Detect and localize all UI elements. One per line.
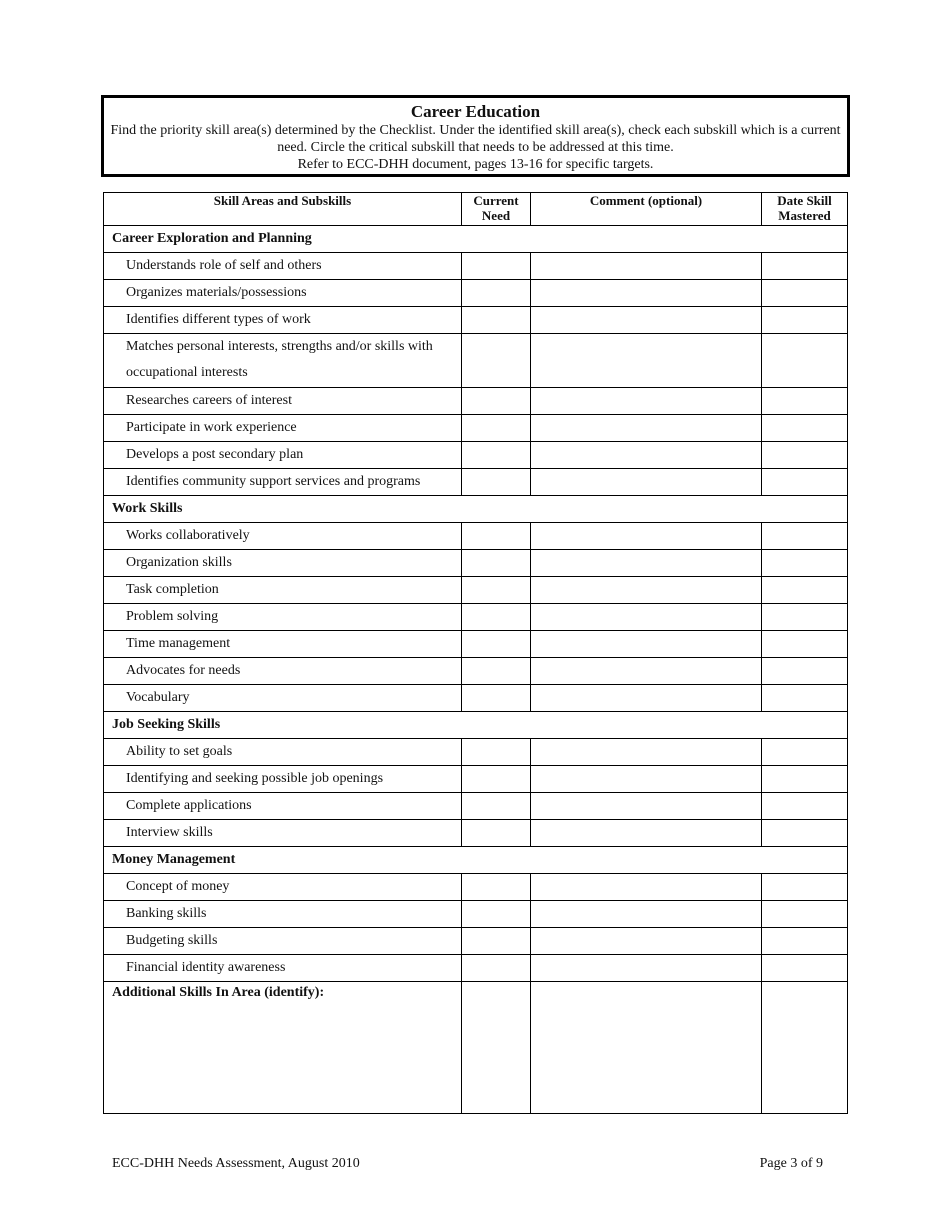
date-mastered-cell[interactable] [762, 523, 848, 550]
comment-cell[interactable] [531, 550, 762, 577]
date-mastered-cell[interactable] [762, 739, 848, 766]
date-mastered-cell[interactable] [762, 631, 848, 658]
current-need-cell[interactable] [462, 793, 531, 820]
current-need-cell[interactable] [462, 874, 531, 901]
subskill-label: Budgeting skills [104, 928, 462, 955]
column-header-date: Date Skill Mastered [762, 193, 848, 226]
subskill-label: Ability to set goals [104, 739, 462, 766]
table-row [104, 253, 848, 280]
date-mastered-cell[interactable] [762, 604, 848, 631]
current-need-cell[interactable] [462, 523, 531, 550]
date-mastered-cell[interactable] [762, 442, 848, 469]
date-mastered-cell[interactable] [762, 874, 848, 901]
comment-cell[interactable] [531, 280, 762, 307]
subskill-label: Researches careers of interest [104, 388, 462, 415]
table-row [104, 469, 848, 496]
table-row [104, 955, 848, 982]
skills-table [103, 192, 848, 1114]
comment-cell[interactable] [531, 901, 762, 928]
subskill-label: Task completion [104, 577, 462, 604]
subskill-label: Banking skills [104, 901, 462, 928]
current-need-cell[interactable] [462, 928, 531, 955]
column-header-comment: Comment (optional) [531, 193, 762, 226]
current-need-cell[interactable] [462, 280, 531, 307]
comment-cell[interactable] [531, 658, 762, 685]
date-mastered-cell[interactable] [762, 766, 848, 793]
instructions-box [101, 95, 850, 177]
subskill-label: Time management [104, 631, 462, 658]
comment-cell[interactable] [531, 928, 762, 955]
footer-page-number: Page 3 of 9 [759, 1156, 823, 1171]
comment-cell[interactable] [531, 955, 762, 982]
table-row [104, 577, 848, 604]
section-row [104, 226, 848, 253]
date-mastered-cell[interactable] [762, 928, 848, 955]
date-mastered-cell[interactable] [762, 820, 848, 847]
current-need-cell[interactable] [462, 577, 531, 604]
subskill-label: Complete applications [104, 793, 462, 820]
current-need-cell[interactable] [462, 739, 531, 766]
comment-cell[interactable] [531, 415, 762, 442]
current-need-cell[interactable] [462, 955, 531, 982]
date-mastered-cell[interactable] [762, 388, 848, 415]
date-mastered-cell[interactable] [762, 685, 848, 712]
comment-cell[interactable] [531, 334, 762, 388]
section-title: Work Skills [104, 496, 848, 523]
column-header-skill: Skill Areas and Subskills [104, 193, 462, 226]
date-mastered-cell[interactable] [762, 793, 848, 820]
current-need-cell[interactable] [462, 442, 531, 469]
current-need-cell[interactable] [462, 253, 531, 280]
subskill-label: Concept of money [104, 874, 462, 901]
date-mastered-cell[interactable] [762, 658, 848, 685]
date-mastered-cell[interactable] [762, 253, 848, 280]
current-need-cell[interactable] [462, 415, 531, 442]
date-mastered-cell[interactable] [762, 577, 848, 604]
comment-cell[interactable] [531, 982, 762, 1114]
section-row [104, 712, 848, 739]
comment-cell[interactable] [531, 766, 762, 793]
subskill-label: Advocates for needs [104, 658, 462, 685]
table-row [104, 604, 848, 631]
date-mastered-cell[interactable] [762, 280, 848, 307]
date-mastered-cell[interactable] [762, 307, 848, 334]
table-row [104, 658, 848, 685]
section-row [104, 496, 848, 523]
subskill-label: Identifying and seeking possible job openings [104, 766, 462, 793]
comment-cell[interactable] [531, 442, 762, 469]
subskill-label: Organization skills [104, 550, 462, 577]
current-need-cell[interactable] [462, 550, 531, 577]
subskill-label: Understands role of self and others [104, 253, 462, 280]
table-header-row [104, 193, 848, 226]
section-row [104, 847, 848, 874]
comment-cell[interactable] [531, 631, 762, 658]
section-title: Money Management [104, 847, 848, 874]
comment-cell[interactable] [531, 577, 762, 604]
table-row [104, 442, 848, 469]
table-row [104, 550, 848, 577]
comment-cell[interactable] [531, 388, 762, 415]
comment-cell[interactable] [531, 469, 762, 496]
comment-cell[interactable] [531, 604, 762, 631]
subskill-label: Works collaboratively [104, 523, 462, 550]
current-need-cell[interactable] [462, 631, 531, 658]
current-need-cell[interactable] [462, 334, 531, 388]
section-title: Job Seeking Skills [104, 712, 848, 739]
additional-skills-row [104, 982, 848, 1114]
table-row [104, 388, 848, 415]
page-title: Career Education [410, 102, 541, 121]
date-mastered-cell[interactable] [762, 550, 848, 577]
comment-cell[interactable] [531, 739, 762, 766]
table-row [104, 334, 848, 388]
subskill-label: Organizes materials/possessions [104, 280, 462, 307]
table-row [104, 280, 848, 307]
comment-cell[interactable] [531, 253, 762, 280]
subskill-label: Participate in work experience [104, 415, 462, 442]
table-row [104, 793, 848, 820]
current-need-cell[interactable] [462, 685, 531, 712]
subskill-label: Interview skills [104, 820, 462, 847]
date-mastered-cell[interactable] [762, 415, 848, 442]
subskill-label: Vocabulary [104, 685, 462, 712]
comment-cell[interactable] [531, 685, 762, 712]
date-mastered-cell[interactable] [762, 901, 848, 928]
current-need-cell[interactable] [462, 982, 531, 1114]
current-need-cell[interactable] [462, 307, 531, 334]
current-need-cell[interactable] [462, 766, 531, 793]
comment-cell[interactable] [531, 793, 762, 820]
current-need-cell[interactable] [462, 388, 531, 415]
table-row [104, 739, 848, 766]
table-row [104, 631, 848, 658]
instructions-reference: Refer to ECC-DHH document, pages 13-16 for specific targets. [297, 157, 654, 172]
column-header-need: Current Need [462, 193, 531, 226]
table-row [104, 685, 848, 712]
current-need-cell[interactable] [462, 604, 531, 631]
table-row [104, 415, 848, 442]
current-need-cell[interactable] [462, 469, 531, 496]
table-row [104, 928, 848, 955]
subskill-label: Financial identity awareness [104, 955, 462, 982]
subskill-label: Problem solving [104, 604, 462, 631]
additional-skills-label: Additional Skills In Area (identify): [104, 982, 462, 1114]
comment-cell[interactable] [531, 523, 762, 550]
comment-cell[interactable] [531, 820, 762, 847]
subskill-label: Identifies community support services and programs [104, 469, 462, 496]
current-need-cell[interactable] [462, 820, 531, 847]
current-need-cell[interactable] [462, 901, 531, 928]
date-mastered-cell[interactable] [762, 955, 848, 982]
table-row [104, 820, 848, 847]
date-mastered-cell[interactable] [762, 982, 848, 1114]
comment-cell[interactable] [531, 307, 762, 334]
table-row [104, 901, 848, 928]
subskill-label: Matches personal interests, strengths and/or skills with occupational interests [104, 334, 462, 388]
subskill-label: Identifies different types of work [104, 307, 462, 334]
table-row [104, 766, 848, 793]
current-need-cell[interactable] [462, 658, 531, 685]
footer-document-name: ECC-DHH Needs Assessment, August 2010 [112, 1156, 360, 1171]
table-row [104, 307, 848, 334]
date-mastered-cell[interactable] [762, 334, 848, 388]
instructions-text: Find the priority skill area(s) determined by the Checklist. Under the identified skill area(s), check each subskill which is a current need. Circle the critical subskill that needs to be addressed at this time. [110, 123, 841, 155]
table-row [104, 523, 848, 550]
comment-cell[interactable] [531, 874, 762, 901]
table-row [104, 874, 848, 901]
section-title: Career Exploration and Planning [104, 226, 848, 253]
subskill-label: Develops a post secondary plan [104, 442, 462, 469]
date-mastered-cell[interactable] [762, 469, 848, 496]
